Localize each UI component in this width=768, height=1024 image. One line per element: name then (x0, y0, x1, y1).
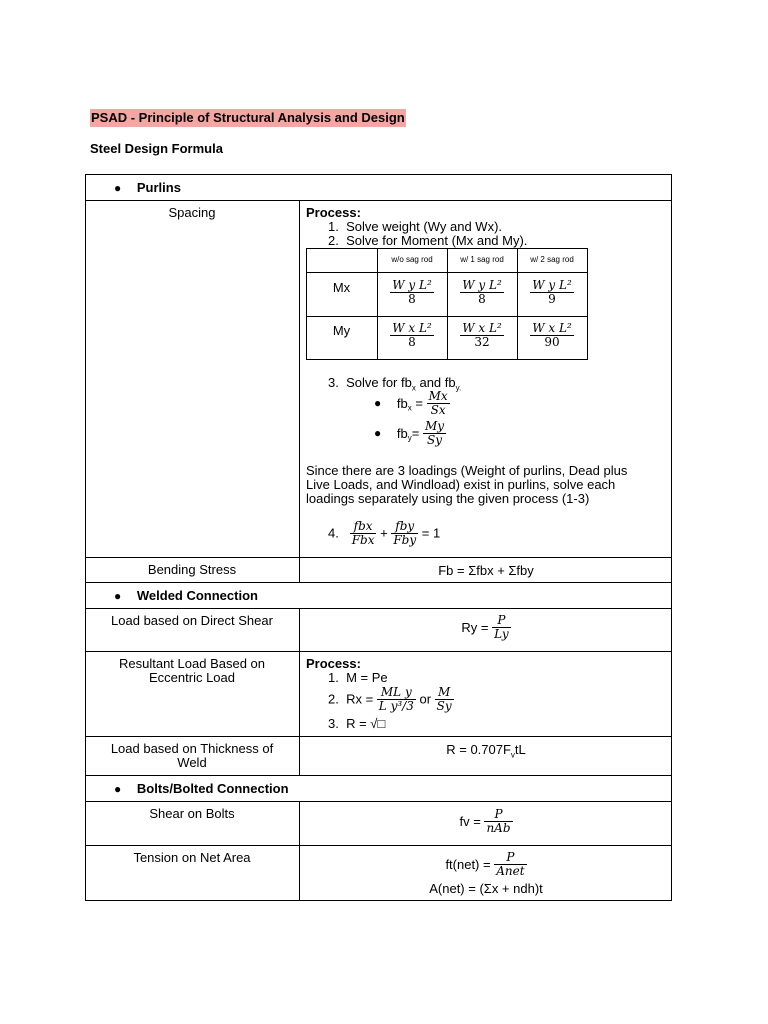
divider (85, 582, 672, 583)
bullet-icon: ● (374, 395, 382, 410)
process-label: Process: (306, 205, 361, 220)
net-area-formula: A(net) = (Σx + ndh)t (429, 881, 543, 896)
fby-formula: ● $fb_y=$ $\frac{My}{Sy}$ (374, 419, 445, 447)
step-1: 1. Solve weight (Wy and Wx). (328, 219, 503, 234)
divider (85, 736, 672, 737)
moment-cell: $\frac{\text{W y L²}}{8}$ (462, 278, 502, 306)
direct-shear-formula: Ry = $\frac{P}{Ly}$ (461, 613, 509, 641)
section-title: Purlins (136, 180, 181, 195)
document-subtitle: Steel Design Formula (90, 141, 223, 156)
shear-bolts-label: Shear on Bolts (149, 806, 235, 821)
process-label: Process: (306, 656, 361, 671)
column-divider (299, 200, 300, 582)
section-welded (114, 588, 258, 603)
moment-header: w/ 1 sag rod (460, 255, 504, 264)
divider (85, 557, 672, 558)
eccentric-label: Resultant Load Based on Eccentric Load (119, 656, 265, 685)
bullet-icon: ● (114, 181, 122, 195)
moment-cell: $\frac{\text{W x L²}}{90}$ (532, 321, 572, 349)
bending-label: Bending Stress (147, 562, 237, 577)
tension-formula: ft(net) = $\frac{P}{\text{Anet}}$ (445, 850, 525, 878)
bullet-icon: ● (374, 425, 382, 440)
row-label-mx: Mx (332, 280, 351, 295)
tension-label: Tension on Net Area (133, 850, 251, 865)
thickness-formula: $R = 0.707F_vtL$ (446, 742, 526, 760)
row-label-my: My (332, 323, 351, 338)
step-4: 4. $\frac{\text{fbx}}{\text{Fbx}}$ + $\frac{\text{fby}}{\text{Fby}}$ = 1 (328, 519, 441, 547)
note-line: Live Loads, and Windload) exist in purlins, solve each (306, 477, 616, 492)
document-title: PSAD - Principle of Structural Analysis and Design (91, 110, 405, 125)
section-title: Bolts/Bolted Connection (136, 781, 289, 796)
note-line: Since there are 3 loadings (Weight of purlins, Dead plus (306, 463, 628, 478)
moment-cell: $\frac{\text{W y L²}}{8}$ (392, 278, 432, 306)
section-bolts (114, 781, 289, 796)
thickness-label: Load based on Thickness of Weld (110, 741, 274, 770)
divider (85, 200, 672, 201)
moment-header: w/ 2 sag rod (530, 255, 574, 264)
divider (85, 775, 672, 776)
moment-cell: $\frac{\text{W y L²}}{9}$ (532, 278, 572, 306)
fbx-formula: ● $fb_x$ = $\frac{Mx}{Sx}$ (374, 389, 448, 417)
bending-formula: Fb = Σfbx + Σfby (438, 563, 534, 578)
step-2-text: Solve for Moment (Mx and My). (346, 233, 528, 248)
divider (85, 608, 672, 609)
moment-cell: $\frac{\text{W x L²}}{32}$ (462, 321, 502, 349)
step-3: 3. Solve for $fb_x$ and $fb_{y.}$ (328, 375, 462, 393)
spacing-label: Spacing (168, 205, 216, 220)
step-2: 2. Solve for Moment (Mx and My). (328, 233, 528, 248)
bullet-icon: ● (114, 782, 122, 796)
step-1-text: Solve weight (Wy and Wx). (346, 219, 503, 234)
ecc-step-2: 2. Rx = $\frac{\text{ML y}}{\text{L y³/3}}$ or $\frac{M}{Sy}$ (328, 685, 452, 713)
shear-bolts-formula: fv = $\frac{P}{\text{nAb}}$ (459, 807, 511, 835)
moment-cell: $\frac{\text{W x L²}}{8}$ (392, 321, 432, 349)
ecc-step-1: 1. M = Pe (328, 670, 388, 685)
direct-shear-label: Load based on Direct Shear (111, 613, 273, 628)
divider (85, 801, 672, 802)
ecc-step-3: 3. R = √□ (328, 716, 386, 731)
section-purlins (114, 180, 181, 195)
moment-header: w/o sag rod (391, 255, 433, 264)
divider (85, 651, 672, 652)
bullet-icon: ● (114, 589, 122, 603)
note-line: loadings separately using the given process (1-3) (306, 491, 590, 506)
section-title: Welded Connection (136, 588, 258, 603)
divider (85, 845, 672, 846)
